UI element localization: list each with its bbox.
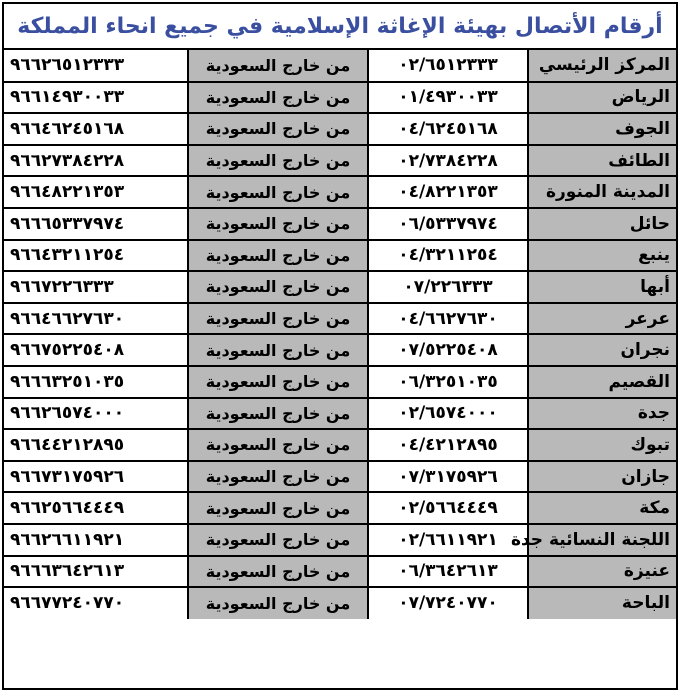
local-number-cell: ٠٤/٦٢٤٥١٦٨	[368, 113, 528, 145]
outside-label-cell: من خارج السعودية	[188, 113, 368, 145]
local-number-cell: ٠٦/٥٣٣٧٩٧٤	[368, 208, 528, 240]
international-number-cell: ٩٦٦١٤٩٣٠٠٣٣	[4, 82, 188, 114]
local-number-cell: ٠٧/٢٢٦٣٣٣	[368, 271, 528, 303]
table-row	[4, 303, 676, 335]
city-cell: الطائف	[528, 145, 676, 177]
outside-label-cell: من خارج السعودية	[188, 524, 368, 556]
international-number-cell: ٩٦٦٧٧٢٤٠٧٧٠	[4, 587, 188, 619]
international-number-cell: ٩٦٦٢٧٣٨٤٢٢٨	[4, 145, 188, 177]
local-number-cell: ٠٤/٦٦٢٧٦٣٠	[368, 303, 528, 335]
international-number-cell: ٩٦٦٦٣٦٤٢٦١٣	[4, 556, 188, 588]
international-number-cell: ٩٦٦٦٥٣٣٧٩٧٤	[4, 208, 188, 240]
outside-label-cell: من خارج السعودية	[188, 303, 368, 335]
page-title: أرقام الأتصال بهيئة الإغاثة الإسلامية في جميع انحاء المملكة	[4, 4, 676, 50]
local-number-cell: ٠٤/٨٢٢١٣٥٣	[368, 176, 528, 208]
international-number-cell: ٩٦٦٧٣١٧٥٩٢٦	[4, 461, 188, 493]
outside-label-cell: من خارج السعودية	[188, 429, 368, 461]
local-number-cell: ٠٧/٣١٧٥٩٢٦	[368, 461, 528, 493]
local-number-cell: ٠٢/٦٦١١٩٢١	[368, 524, 528, 556]
outside-label-cell: من خارج السعودية	[188, 82, 368, 114]
local-number-cell: ٠٤/٣٢١١٢٥٤	[368, 240, 528, 272]
table-row	[4, 492, 676, 524]
outside-label-cell: من خارج السعودية	[188, 587, 368, 619]
international-number-cell: ٩٦٦٢٦٥١٢٣٣٣	[4, 50, 188, 82]
outside-label-cell: من خارج السعودية	[188, 176, 368, 208]
city-cell: المدينة المنورة	[528, 176, 676, 208]
outside-label-cell: من خارج السعودية	[188, 366, 368, 398]
outside-label-cell: من خارج السعودية	[188, 240, 368, 272]
international-number-cell: ٩٦٦٤٤٢١٢٨٩٥	[4, 429, 188, 461]
international-number-cell: ٩٦٦٤٦٦٢٧٦٣٠	[4, 303, 188, 335]
international-number-cell: ٩٦٦٧٥٢٢٥٤٠٨	[4, 334, 188, 366]
international-number-cell: ٩٦٦٤٣٢١١٢٥٤	[4, 240, 188, 272]
local-number-cell: ٠٢/٦٥٧٤٠٠٠	[368, 398, 528, 430]
international-number-cell: ٩٦٦٦٣٢٥١٠٣٥	[4, 366, 188, 398]
table-row	[4, 50, 676, 82]
international-number-cell: ٩٦٦٤٦٢٤٥١٦٨	[4, 113, 188, 145]
table-row	[4, 334, 676, 366]
table-row	[4, 429, 676, 461]
table-row	[4, 556, 676, 588]
outside-label-cell: من خارج السعودية	[188, 398, 368, 430]
outside-label-cell: من خارج السعودية	[188, 208, 368, 240]
outside-label-cell: من خارج السعودية	[188, 271, 368, 303]
outside-label-cell: من خارج السعودية	[188, 334, 368, 366]
international-number-cell: ٩٦٦٧٢٢٦٣٣٣	[4, 271, 188, 303]
table-row	[4, 461, 676, 493]
local-number-cell: ٠٧/٧٢٤٠٧٧٠	[368, 587, 528, 619]
city-cell: الرياض	[528, 82, 676, 114]
local-number-cell: ٠٢/٥٦٦٤٤٤٩	[368, 492, 528, 524]
contacts-table	[4, 50, 676, 619]
city-cell: القصيم	[528, 366, 676, 398]
table-row	[4, 271, 676, 303]
city-cell: جازان	[528, 461, 676, 493]
table-row	[4, 524, 676, 556]
outside-label-cell: من خارج السعودية	[188, 145, 368, 177]
outside-label-cell: من خارج السعودية	[188, 556, 368, 588]
city-cell: جدة	[528, 398, 676, 430]
table-row	[4, 176, 676, 208]
city-cell: عرعر	[528, 303, 676, 335]
table-row	[4, 366, 676, 398]
city-cell: ينبع	[528, 240, 676, 272]
outside-label-cell: من خارج السعودية	[188, 461, 368, 493]
table-row	[4, 82, 676, 114]
outside-label-cell: من خارج السعودية	[188, 50, 368, 82]
local-number-cell: ٠٧/٥٢٢٥٤٠٨	[368, 334, 528, 366]
city-cell: أبها	[528, 271, 676, 303]
local-number-cell: ٠١/٤٩٣٠٠٣٣	[368, 82, 528, 114]
city-cell: نجران	[528, 334, 676, 366]
international-number-cell: ٩٦٦٢٦٦١١٩٢١	[4, 524, 188, 556]
local-number-cell: ٠٢/٦٥١٢٣٣٣	[368, 50, 528, 82]
city-cell: اللجنة النسائية جدة	[528, 524, 676, 556]
international-number-cell: ٩٦٦٢٦٥٧٤٠٠٠	[4, 398, 188, 430]
table-row	[4, 398, 676, 430]
city-cell: المركز الرئيسي	[528, 50, 676, 82]
international-number-cell: ٩٦٦٤٨٢٢١٣٥٣	[4, 176, 188, 208]
table-row	[4, 587, 676, 619]
city-cell: الباحة	[528, 587, 676, 619]
table-row	[4, 208, 676, 240]
international-number-cell: ٩٦٦٢٥٦٦٤٤٤٩	[4, 492, 188, 524]
local-number-cell: ٠٦/٣٢٥١٠٣٥	[368, 366, 528, 398]
city-cell: تبوك	[528, 429, 676, 461]
table-row	[4, 113, 676, 145]
contacts-sheet	[2, 2, 678, 690]
city-cell: الجوف	[528, 113, 676, 145]
table-row	[4, 145, 676, 177]
local-number-cell: ٠٦/٣٦٤٢٦١٣	[368, 556, 528, 588]
city-cell: مكة	[528, 492, 676, 524]
table-row	[4, 240, 676, 272]
local-number-cell: ٠٢/٧٣٨٤٢٢٨	[368, 145, 528, 177]
city-cell: عنيزة	[528, 556, 676, 588]
outside-label-cell: من خارج السعودية	[188, 492, 368, 524]
local-number-cell: ٠٤/٤٢١٢٨٩٥	[368, 429, 528, 461]
city-cell: حائل	[528, 208, 676, 240]
